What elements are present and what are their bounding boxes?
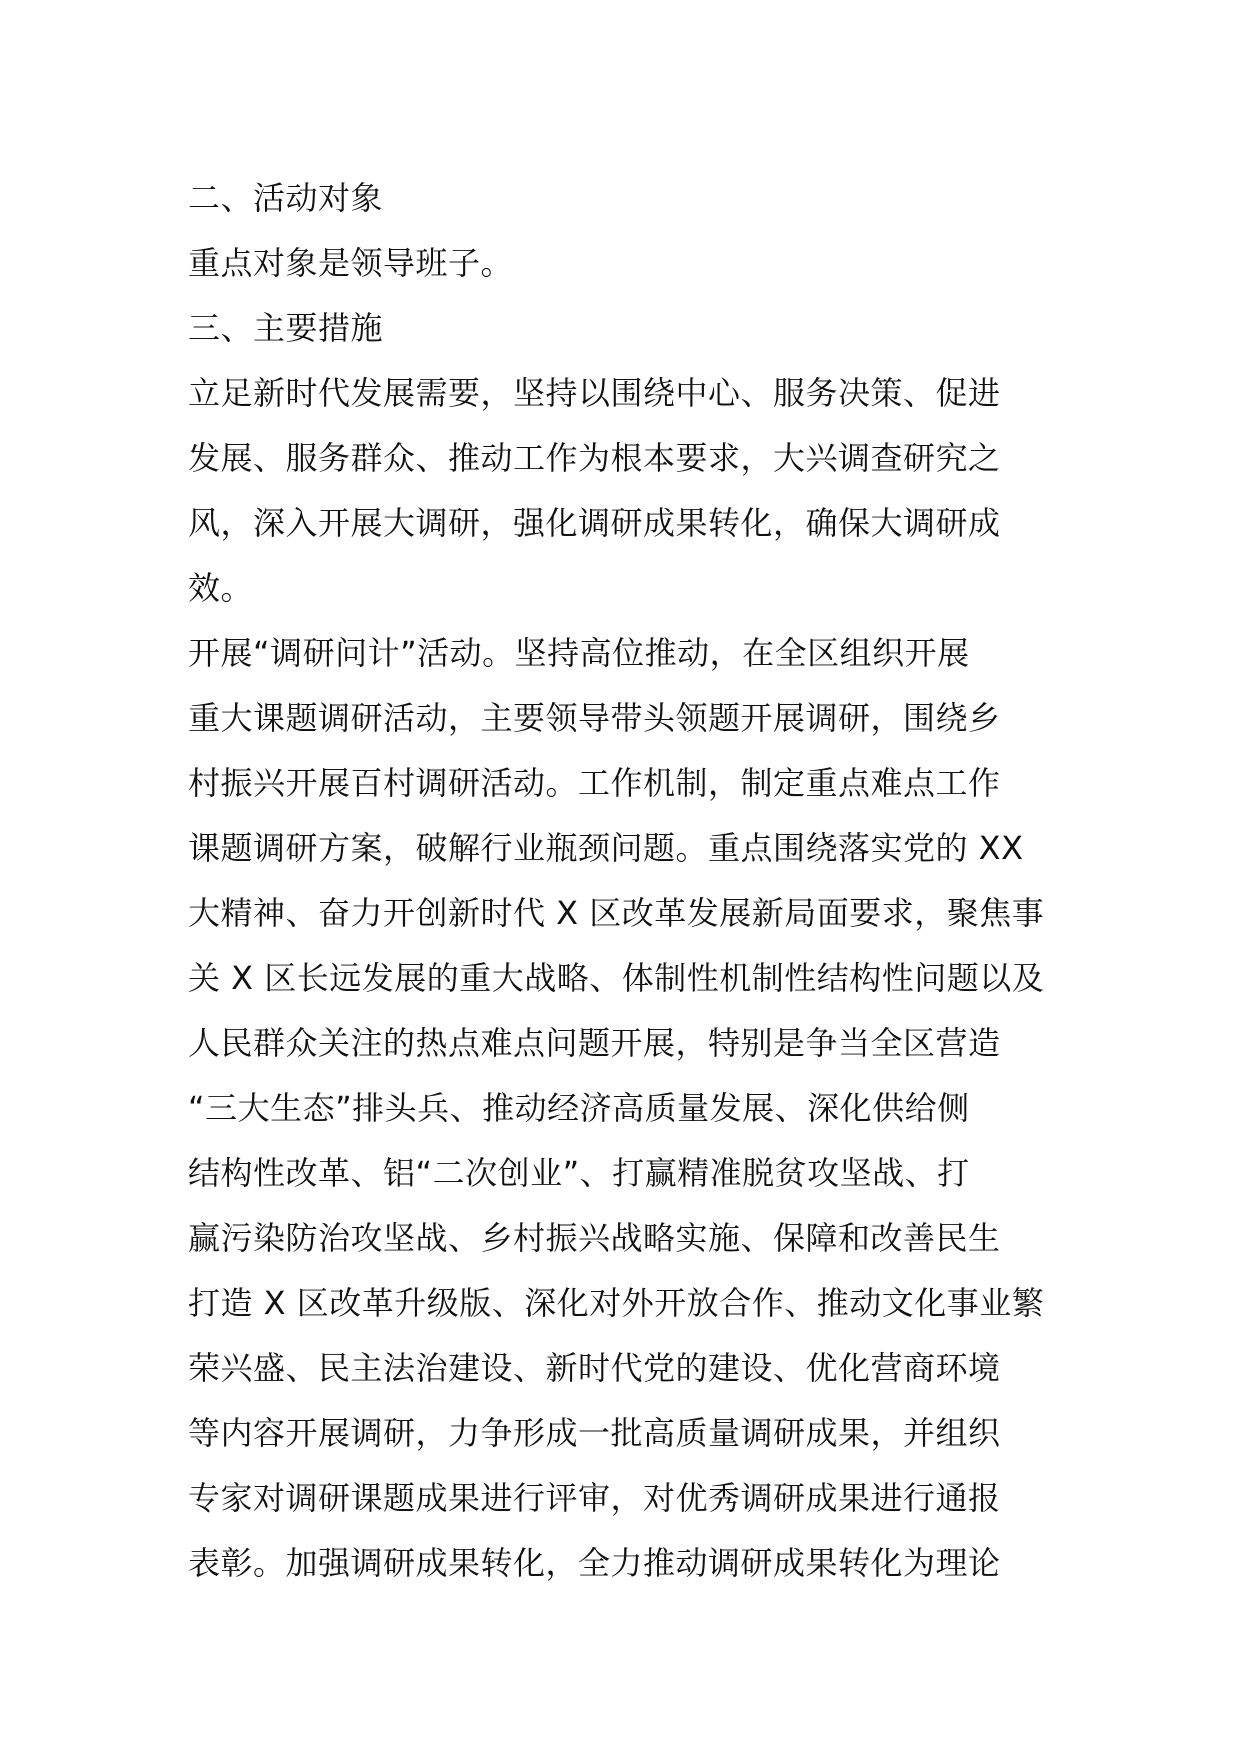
- paragraph-line: 立足新时代发展需要，坚持以围绕中心、服务决策、促进: [188, 374, 1001, 412]
- paragraph-line: 重点对象是领导班子。: [188, 244, 514, 282]
- document-body: [188, 166, 1068, 1596]
- paragraph-line: 发展、服务群众、推动工作为根本要求，大兴调查研究之: [188, 439, 1001, 477]
- paragraph-line: 等内容开展调研，力争形成一批高质量调研成果，并组织: [188, 1414, 1001, 1452]
- section-heading-3: 三、主要措施: [188, 309, 384, 347]
- paragraph-line: 人民群众关注的热点难点问题开展，特别是争当全区营造: [188, 1024, 1001, 1062]
- paragraph-line: 大精神、奋力开创新时代 X 区改革发展新局面要求，聚焦事: [188, 894, 1045, 932]
- paragraph-line: 结构性改革、铝“二次创业”、打赢精准脱贫攻坚战、打: [188, 1154, 970, 1192]
- section-heading-2: 二、活动对象: [188, 179, 384, 217]
- paragraph-line: 效。: [188, 569, 254, 607]
- paragraph-line: “三大生态”排头兵、推动经济高质量发展、深化供给侧: [188, 1089, 970, 1127]
- paragraph-line: 荣兴盛、民主法治建设、新时代党的建设、优化营商环境: [188, 1349, 1001, 1387]
- paragraph-line: 关 X 区长远发展的重大战略、体制性机制性结构性问题以及: [188, 959, 1045, 997]
- paragraph-line: 表彰。加强调研成果转化，全力推动调研成果转化为理论: [188, 1544, 1001, 1582]
- paragraph-line: 课题调研方案，破解行业瓶颈问题。重点围绕落实党的 XX: [188, 829, 1024, 867]
- paragraph-line: 风，深入开展大调研，强化调研成果转化，确保大调研成: [188, 504, 1001, 542]
- paragraph-line: 专家对调研课题成果进行评审，对优秀调研成果进行通报: [188, 1479, 1001, 1517]
- paragraph-line: 村振兴开展百村调研活动。工作机制，制定重点难点工作: [188, 764, 1001, 802]
- paragraph-line: 重大课题调研活动，主要领导带头领题开展调研，围绕乡: [188, 699, 1001, 737]
- paragraph-line: 打造 X 区改革升级版、深化对外开放合作、推动文化事业繁: [188, 1284, 1045, 1322]
- paragraph-line: 赢污染防治攻坚战、乡村振兴战略实施、保障和改善民生: [188, 1219, 1001, 1257]
- paragraph-line: 开展“调研问计”活动。坚持高位推动，在全区组织开展: [188, 634, 970, 672]
